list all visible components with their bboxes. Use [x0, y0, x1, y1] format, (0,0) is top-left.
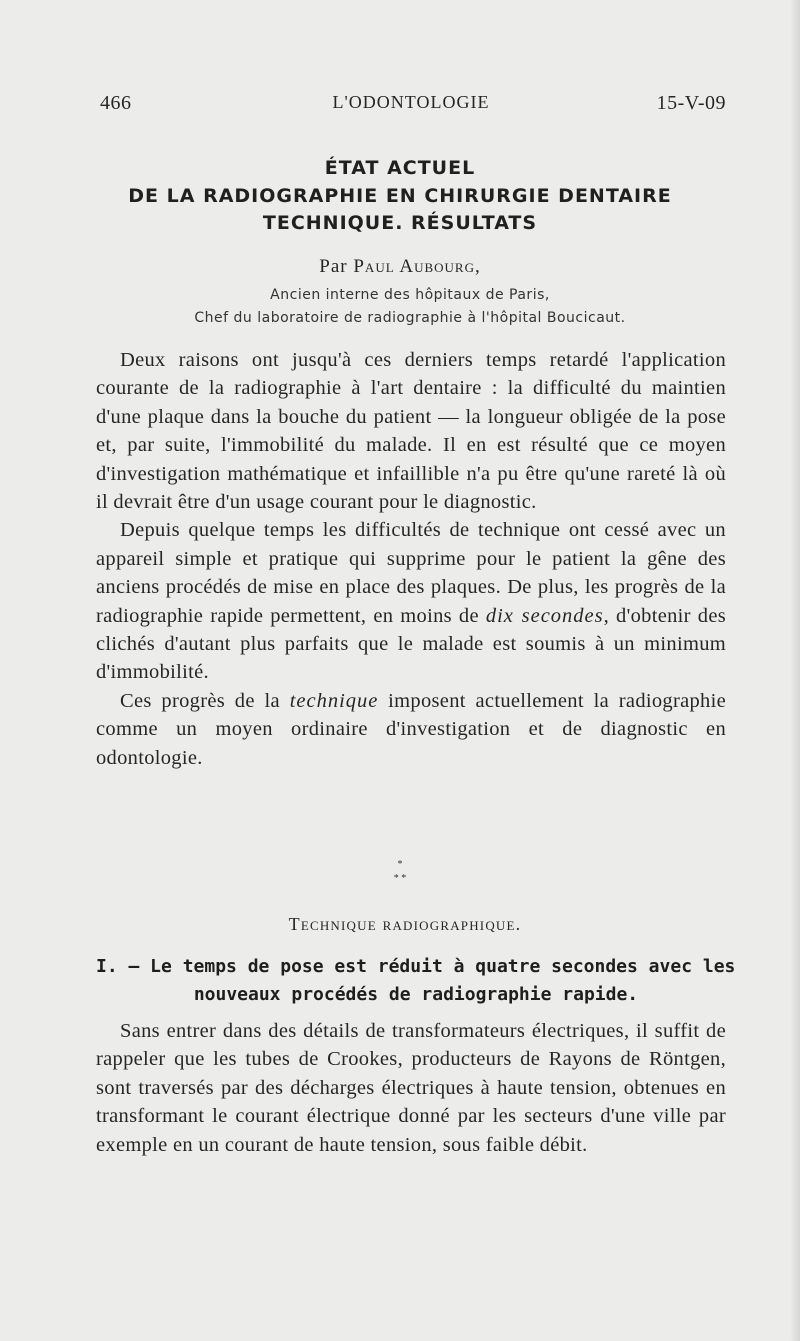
journal-name: L'ODONTOLOGIE — [332, 92, 490, 112]
section-heading: Technique radiographique. — [288, 914, 522, 934]
issue-date: 15-V-09 — [656, 92, 726, 114]
paragraph-2-emphasis: dix secondes — [485, 604, 604, 627]
subheading-line2: nouveaux procédés de radiographie rapide. — [193, 984, 639, 1005]
separator-top-star: * — [397, 859, 403, 870]
article-title-line3: TECHNIQUE. RÉSULTATS — [262, 212, 538, 234]
separator-bottom-stars: * * — [393, 873, 407, 884]
paragraph-2 — [96, 516, 726, 686]
paragraph-3-text-b: imposent actuellement la radiographie comme un moyen ordinaire d'investigation et de diagnostic en odontologie. — [96, 689, 726, 769]
paragraph-1: Deux raisons ont jusqu'à ces derniers temps retardé l'application courante de la radiographie à l'art dentaire : la difficulté du maintien d'une plaque dans la bouche du patient — la longueur obligée de la pose et, par suite, l'immobilité du malade. Il en est résulté que ce moyen d'investigation mathématique et infaillible n'a pu être qu'une rareté là où il devrait être d'un usage courant pour le diagnostic. — [96, 349, 726, 514]
running-head — [96, 92, 726, 122]
author-affiliation-1: Ancien interne des hôpitaux de Paris, — [270, 287, 550, 303]
author-affiliation-2: Chef du laboratoire de radiographie à l'hôpital Boucicaut. — [194, 310, 626, 326]
paragraph-2-text-b: , d'obtenir des clichés d'autant plus parfaits que le malade est soumis à un minimum d'immobilité. — [96, 604, 727, 684]
section-separator — [380, 858, 420, 886]
article-title-line1: ÉTAT ACTUEL — [324, 157, 476, 179]
section-text — [96, 1017, 726, 1159]
byline — [0, 256, 800, 278]
page-number: 466 — [100, 92, 132, 114]
paragraph-3-emphasis: technique — [289, 689, 379, 712]
intro-text — [96, 346, 726, 772]
subheading-line1: I. — Le temps de pose est réduit à quatre secondes avec les — [96, 956, 736, 977]
article-title-line2: DE LA RADIOGRAPHIE EN CHIRURGIE DENTAIRE — [128, 185, 672, 207]
paragraph-3-text-a: Ces progrès de la — [120, 689, 290, 712]
byline-prefix: Par — [319, 256, 348, 277]
paragraph-3 — [96, 687, 726, 772]
author-name: Paul Aubourg, — [353, 256, 481, 277]
page-edge — [790, 0, 800, 1341]
paragraph-4: Sans entrer dans des détails de transformateurs électriques, il suffit de rappeler que les tubes de Crookes, producteurs de Rayons de Röntgen, sont traversés par des décharges électriques à haute tension, obtenues en transformant le courant électrique donné par les secteurs d'une ville par exemple en un courant de haute tension, sous faible débit. — [96, 1020, 726, 1156]
paragraph-2-text-a: Depuis quelque temps les difficultés de technique ont cessé avec un appareil simple et pratique qui supprime pour le patient la gêne des anciens procédés de mise en place des plaques. De plus, les progrès de la radiographie rapide permettent, en moins de — [96, 519, 726, 627]
